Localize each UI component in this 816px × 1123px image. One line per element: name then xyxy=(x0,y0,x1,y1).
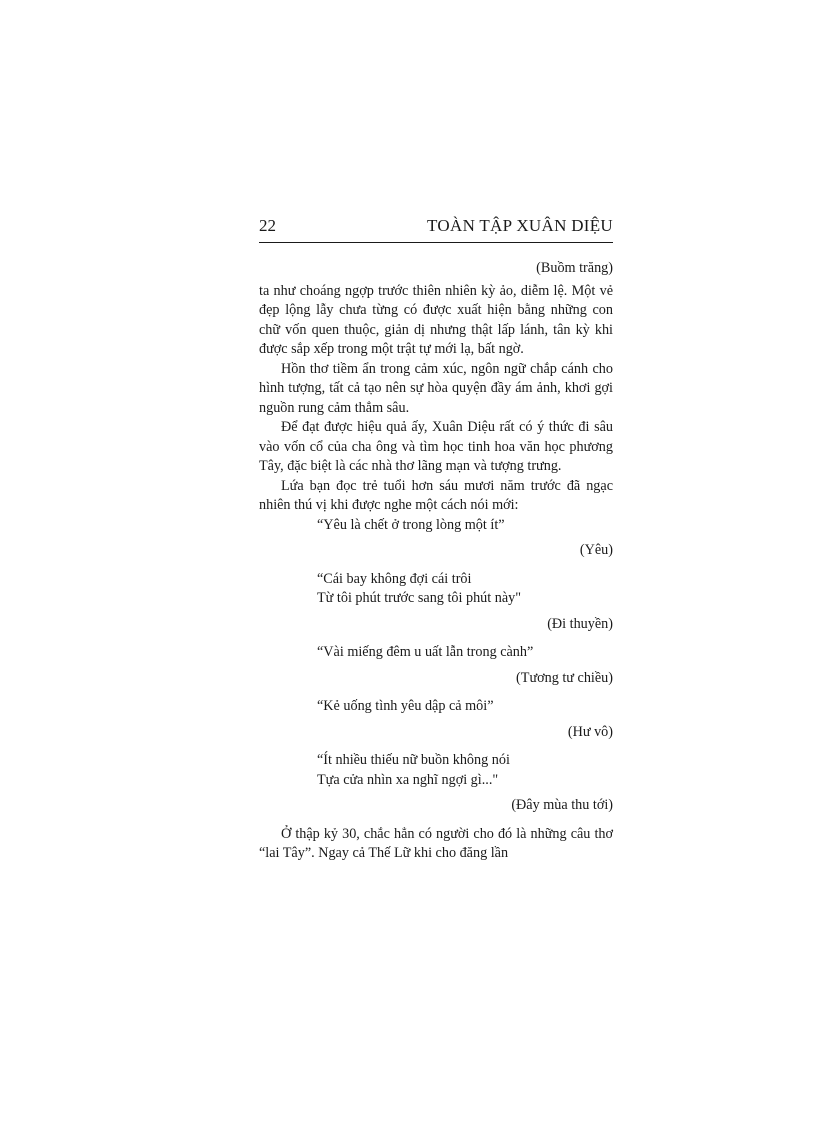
citation-day-mua-thu-toi: (Đây mùa thu tới) xyxy=(511,797,613,813)
page-body xyxy=(259,243,613,864)
citation-buom-trang: (Buồm trăng) xyxy=(536,260,613,276)
verse-line: “Cái bay không đợi cái trôi xyxy=(317,570,472,587)
paragraph-1: ta như choáng ngợp trước thiên nhiên kỳ ảo, diễm lệ. Một vẻ đẹp lộng lẫy chưa từng có được xuất hiện bằng những con chữ vốn quen thuộc, giản dị nhưng thật lấp lánh, tân kỳ khi được sắp xếp trong một trật tự mới lạ, bất ngờ. xyxy=(259,282,613,357)
citation-di-thuyen: (Đi thuyền) xyxy=(547,615,613,632)
verse-line: Tựa cửa nhìn xa nghĩ ngợi gì..." xyxy=(317,771,499,788)
paragraph-3: Để đạt được hiệu quả ấy, Xuân Diệu rất có ý thức đi sâu vào vốn cổ của cha ông và tìm học tinh hoa văn học phương Tây, đặc biệt là các nhà thơ lãng mạn và tượng trưng. xyxy=(259,419,613,474)
verse-tuong-tu-chieu xyxy=(317,643,613,663)
verse-hu-vo xyxy=(317,697,613,717)
verse-di-thuyen xyxy=(317,570,613,609)
running-title: TOÀN TẬP XUÂN DIỆU xyxy=(427,216,613,235)
paragraph-2: Hồn thơ tiềm ẩn trong cảm xúc, ngôn ngữ chắp cánh cho hình tượng, tất cả tạo nên sự hòa quyện đầy ám ảnh, khơi gợi nguồn rung cảm thẳm sâu. xyxy=(259,360,613,416)
page-number: 22 xyxy=(259,216,276,235)
verse-day-mua-thu-toi xyxy=(317,751,613,790)
citation-yeu: (Yêu) xyxy=(579,542,613,558)
verse-line: “Ít nhiều thiếu nữ buồn không nói xyxy=(317,752,510,768)
citation-hu-vo: (Hư vô) xyxy=(567,723,613,740)
verse-line: “Kẻ uống tình yêu dập cả môi” xyxy=(317,698,494,714)
paragraph-4: Lứa bạn đọc trẻ tuổi hơn sáu mươi năm trước đã ngạc nhiên thú vị khi được nghe một cách nói mới: xyxy=(259,477,613,513)
page-header xyxy=(259,214,613,243)
paragraph-5: Ở thập kỷ 30, chắc hẳn có người cho đó là những câu thơ “lai Tây”. Ngay cả Thế Lữ khi cho đăng lần xyxy=(259,825,613,861)
verse-yeu xyxy=(317,516,613,536)
verse-line: “Yêu là chết ở trong lòng một ít” xyxy=(317,516,505,533)
verse-line: Từ tôi phút trước sang tôi phút này" xyxy=(317,590,522,606)
verse-line: “Vài miếng đêm u uất lẫn trong cành” xyxy=(317,644,534,660)
citation-tuong-tu-chieu: (Tương tư chiều) xyxy=(516,669,613,686)
book-page xyxy=(259,214,613,864)
